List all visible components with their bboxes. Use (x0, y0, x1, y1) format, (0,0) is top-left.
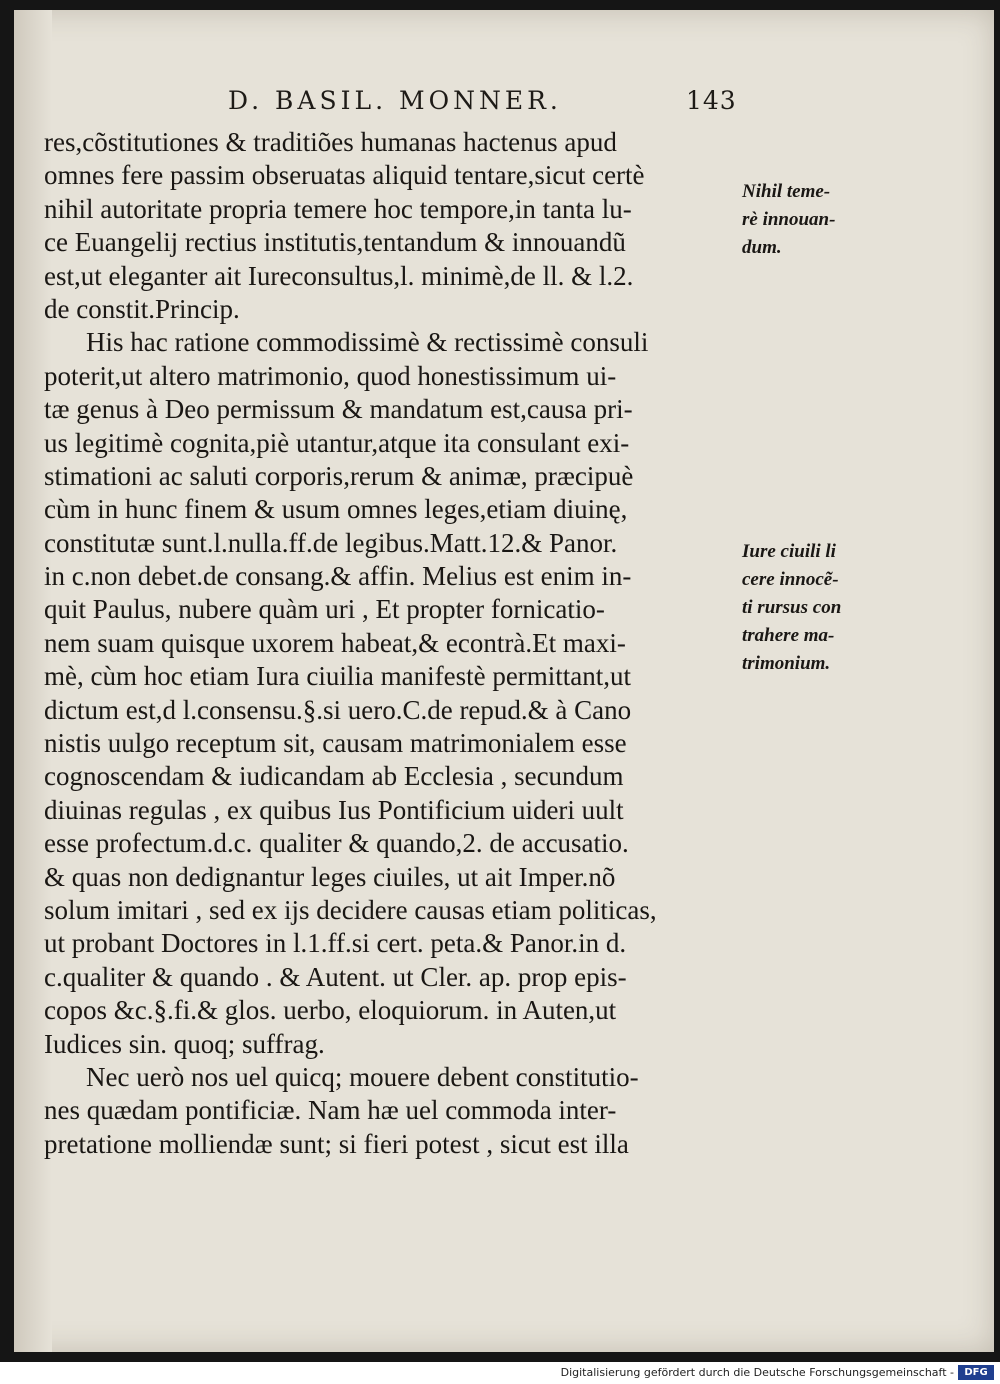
paragraph-3 (44, 1061, 756, 1161)
text-line: mè, cùm hoc etiam Iura ciuilia manifestè permittant,ut (44, 661, 632, 692)
text-line: diuinas regulas , ex quibus Ius Pontificium uideri uult (44, 794, 624, 825)
text-line: us legitimè cognita,piè utantur,atque ita consulant exi- (44, 427, 630, 458)
margin-note-line: ti rursus con (742, 597, 842, 618)
text-line: constitutæ sunt.l.nulla.ff.de legibus.Matt.12.& Panor. (44, 527, 618, 558)
margin-note-line: Iure ciuili li (742, 541, 836, 562)
text-line: c.qualiter & quando . & Autent. ut Cler. ap. prop epis- (44, 961, 627, 992)
digitization-footer (0, 1362, 1000, 1384)
text-line: nes quædam pontificiæ. Nam hæ uel commoda inter- (44, 1095, 617, 1126)
text-line: de constit.Princip. (44, 293, 240, 324)
text-line: & quas non dedignantur leges ciuiles, ut ait Imper.nõ (44, 861, 616, 892)
text-line: Nec uerò nos uel quicq; mouere debent constitutio- (86, 1061, 639, 1092)
text-line: res,cõstitutiones & traditiões humanas hactenus apud (44, 127, 617, 157)
text-line: copos &c.§.fi.& glos. uerbo, eloquiorum. in Auten,ut (44, 995, 617, 1026)
margin-note-nihil-temere (742, 178, 877, 262)
funding-credit: Digitalisierung gefördert durch die Deutsche Forschungsgemeinschaft - (560, 1366, 954, 1379)
text-line: nihil autoritate propria temere hoc tempore,in tanta lu- (44, 193, 632, 224)
text-line: omnes fere passim obseruatas aliquid tentare,sicut certè (44, 160, 645, 191)
margin-note-line: trimonium. (742, 653, 831, 674)
running-head: D. BASIL. MONNER. (228, 86, 562, 115)
margin-note-line: rè innouan- (742, 209, 836, 230)
text-line: ut probant Doctores in l.1.ff.si cert. peta.& Panor.in d. (44, 928, 627, 959)
text-line: cognoscendam & iudicandam ab Ecclesia , secundum (44, 761, 624, 792)
margin-note-line: cere innocẽ- (742, 569, 839, 590)
margin-note-line: trahere ma- (742, 625, 835, 646)
dfg-logo: DFG (958, 1365, 994, 1380)
text-line: dictum est,d l.consensu.§.si uero.C.de repud.& à Cano (44, 694, 632, 725)
text-line: esse profectum.d.c. qualiter & quando,2. de accusatio. (44, 828, 629, 859)
text-line: cùm in hunc finem & usum omnes leges,etiam diuinę, (44, 494, 628, 525)
text-line: His hac ratione commodissimè & rectissimè consuli (86, 327, 649, 358)
page-number: 143 (686, 86, 737, 115)
margin-note-line: Nihil teme- (742, 181, 831, 202)
text-line: Iudices sin. quoq; suffrag. (44, 1028, 325, 1059)
text-line: solum imitari , sed ex ijs decidere causas etiam politicas, (44, 894, 657, 925)
paragraph-1 (44, 126, 756, 326)
text-line: poterit,ut altero matrimonio, quod honestissimum ui- (44, 360, 617, 391)
text-line: nistis uulgo receptum sit, causam matrimonialem esse (44, 728, 627, 759)
text-line: ce Euangelij rectius institutis,tentandum & innouandũ (44, 227, 626, 258)
text-line: est,ut eleganter ait Iureconsultus,l. minimè,de ll. & l.2. (44, 260, 634, 291)
text-line: tæ genus à Deo permissum & mandatum est,causa pri- (44, 394, 633, 425)
text-line: nem suam quisque uxorem habeat,& econtrà.Et maxi- (44, 627, 626, 658)
text-line: in c.non debet.de consang.& affin. Melius est enim in- (44, 561, 632, 592)
margin-note-iure-ciuili (742, 538, 877, 678)
main-text (44, 126, 756, 1161)
page-header (228, 86, 748, 120)
paragraph-2 (44, 326, 756, 1061)
text-line: pretatione molliendæ sunt; si fieri potest , sicut est illa (44, 1128, 629, 1159)
text-line: quit Paulus, nubere quàm uri , Et propter fornicatio- (44, 594, 605, 625)
text-line: stimationi ac saluti corporis,rerum & animæ, præcipuè (44, 460, 634, 491)
margin-note-line: dum. (742, 237, 782, 258)
